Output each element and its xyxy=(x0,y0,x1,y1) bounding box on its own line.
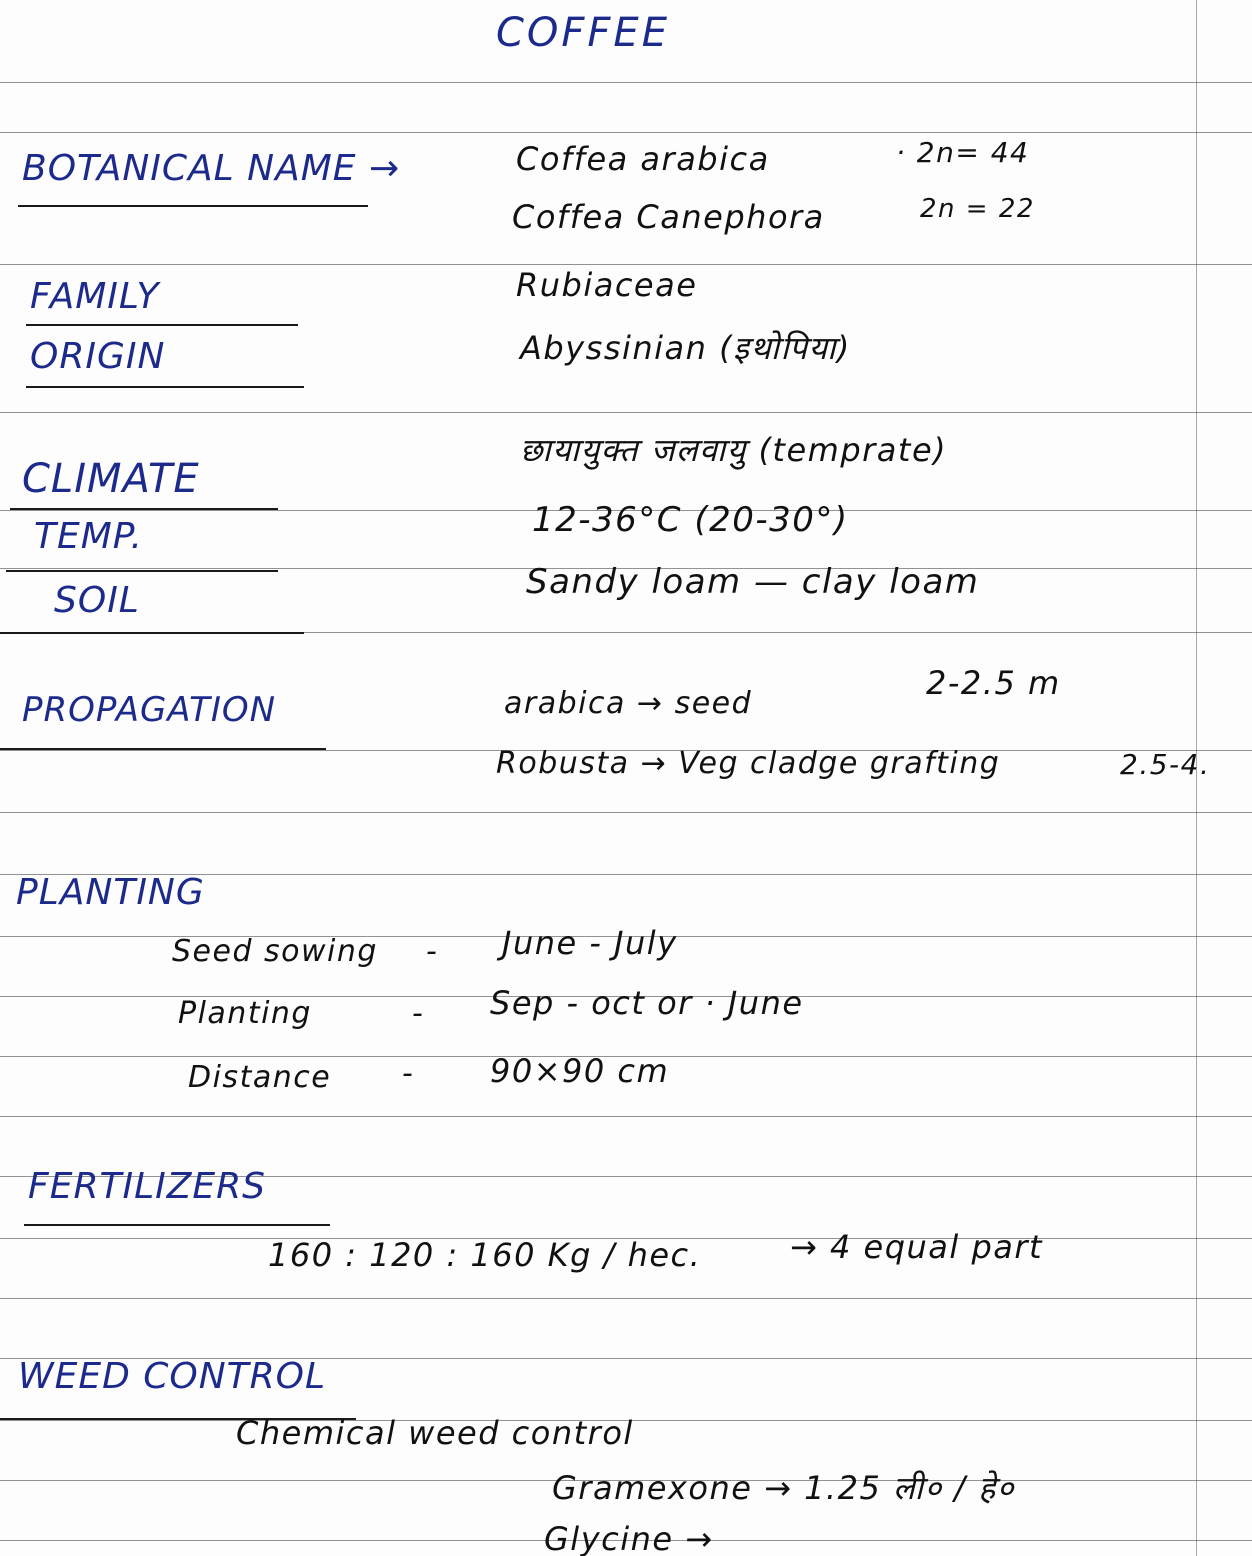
heading-underline xyxy=(18,205,368,207)
temp-value: 12-36°C (20-30°) xyxy=(532,500,849,540)
heading-weed-control: WEED CONTROL xyxy=(18,1356,327,1397)
heading-soil: SOIL xyxy=(54,580,140,621)
heading-underline xyxy=(6,570,278,572)
botanical-name-1: Coffea arabica xyxy=(516,140,770,178)
heading-underline xyxy=(0,748,326,750)
chromosome-count-1: · 2n= 44 xyxy=(896,136,1030,169)
heading-propagation: PROPAGATION xyxy=(22,690,277,730)
chromosome-count-2: 2n = 22 xyxy=(920,194,1035,224)
family-value: Rubiaceae xyxy=(516,266,698,304)
heading-underline xyxy=(26,386,304,388)
climate-value: छायायुक्त जलवायु (temprate) xyxy=(520,431,948,469)
planting-value: 90×90 cm xyxy=(490,1052,670,1090)
heading-underline xyxy=(0,632,304,634)
planting-label: Seed sowing xyxy=(172,934,378,969)
propagation-line-2: Robusta → Veg cladge grafting xyxy=(496,746,1001,781)
botanical-name-2: Coffea Canephora xyxy=(512,198,825,236)
herbicide-glycine: Glycine → xyxy=(544,1520,714,1556)
ruled-line xyxy=(0,132,1252,133)
ruled-line xyxy=(0,412,1252,413)
heading-planting: PLANTING xyxy=(16,872,205,913)
planting-dash: - xyxy=(426,934,439,969)
heading-family: FAMILY xyxy=(30,276,160,317)
ruled-line xyxy=(0,1116,1252,1117)
ruled-line xyxy=(0,1298,1252,1299)
heading-origin: ORIGIN xyxy=(30,336,166,377)
heading-temp: TEMP. xyxy=(34,516,143,557)
fertilizer-dose: 160 : 120 : 160 Kg / hec. xyxy=(268,1236,702,1274)
ruled-line xyxy=(0,812,1252,813)
planting-label: Planting xyxy=(178,996,312,1031)
origin-value: Abyssinian (इथोपिया) xyxy=(520,329,851,367)
ruled-line xyxy=(0,264,1252,265)
heading-botanical-name: BOTANICAL NAME → xyxy=(22,148,401,189)
propagation-spacing-2: 2.5-4. xyxy=(1120,748,1211,781)
planting-label: Distance xyxy=(188,1060,332,1095)
planting-dash: - xyxy=(412,996,425,1031)
page-title: COFFEE xyxy=(496,10,670,56)
ruled-line xyxy=(0,82,1252,83)
heading-fertilizers: FERTILIZERS xyxy=(28,1166,267,1207)
planting-value: June - July xyxy=(502,924,678,962)
planting-value: Sep - oct or · June xyxy=(490,984,804,1022)
heading-climate: CLIMATE xyxy=(22,456,200,502)
heading-underline xyxy=(26,324,298,326)
propagation-line-1: arabica → seed xyxy=(504,686,753,721)
planting-dash: - xyxy=(402,1056,415,1091)
soil-value: Sandy loam — clay loam xyxy=(526,562,980,602)
heading-underline xyxy=(24,1224,330,1226)
weed-control-method: Chemical weed control xyxy=(236,1414,634,1452)
heading-underline xyxy=(10,508,278,510)
propagation-spacing-1: 2-2.5 m xyxy=(926,664,1061,702)
fertilizer-note: → 4 equal part xyxy=(790,1228,1044,1266)
herbicide-gramexone: Gramexone → 1.25 ली० / हे० xyxy=(552,1469,1015,1507)
